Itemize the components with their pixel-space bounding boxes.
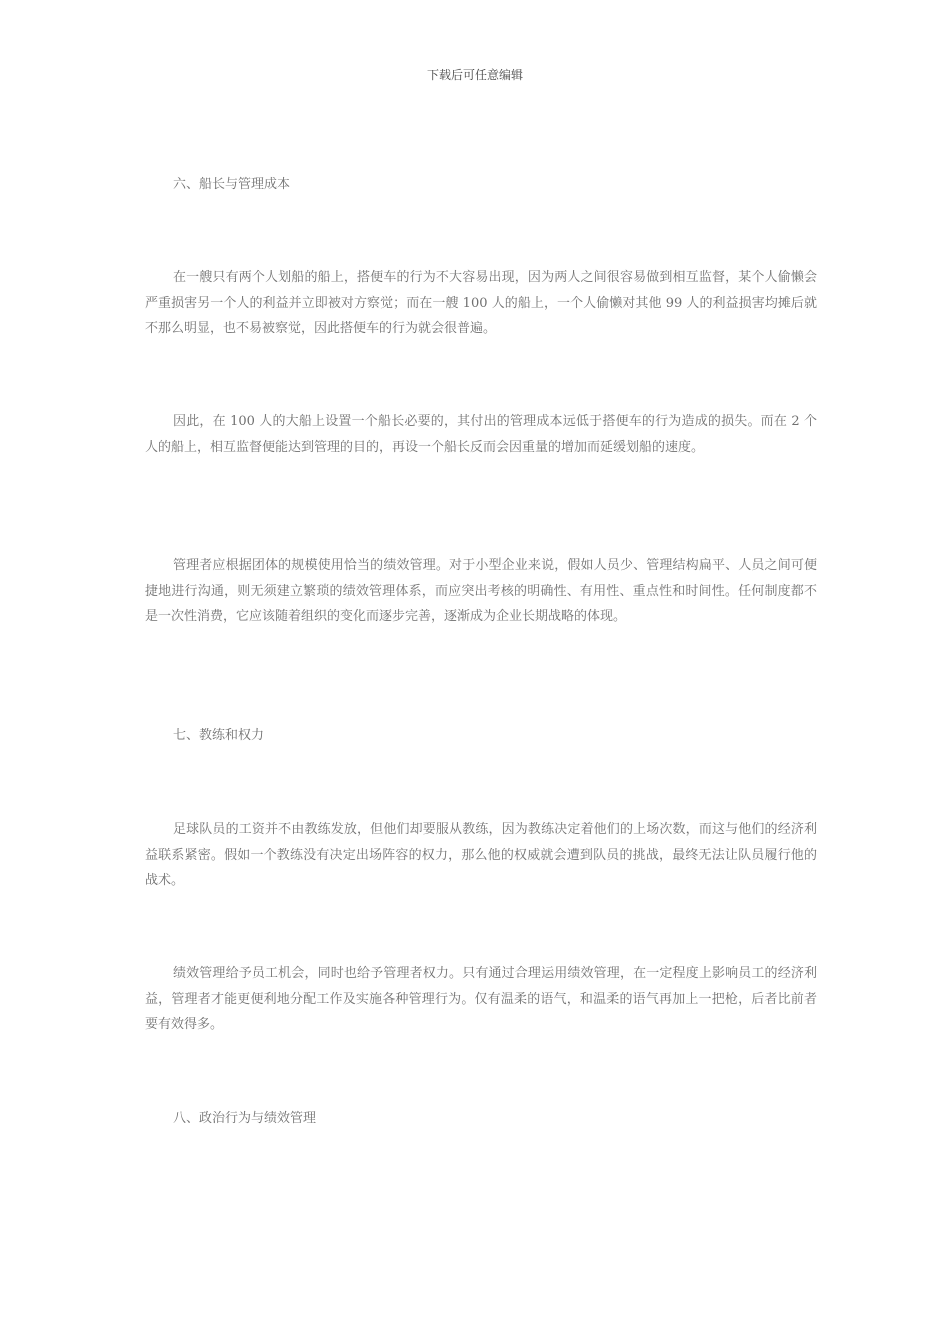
header-note: 下载后可任意编辑	[426, 68, 523, 82]
paragraph-6-1: 在一艘只有两个人划船的船上，搭便车的行为不大容易出现，因为两人之间很容易做到相互监督，某个人偷懒会严重损害另一个人的利益并立即被对方察觉；而在一艘 100 人的船上，一个人偷懒对其他 99 人的利益损害均摊后就不那么明显，也不易被察觉，因此搭便车的行为就会很普遍。	[145, 270, 817, 336]
section-heading-6: 六、船长与管理成本	[173, 177, 291, 192]
paragraph-7-2: 绩效管理给予员工机会，同时也给予管理者权力。只有通过合理运用绩效管理，在一定程度上影响员工的经济利益，管理者才能更便利地分配工作及实施各种管理行为。仅有温柔的语气，和温柔的语气再加上一把枪，后者比前者要有效得多。	[145, 966, 817, 1032]
paragraph-6-2: 因此，在 100 人的大船上设置一个船长必要的，其付出的管理成本远低于搭便车的行为造成的损失。而在 2 个人的船上，相互监督便能达到管理的目的，再设一个船长反而会因重量的增加而延缓划船的速度。	[145, 414, 817, 455]
paragraph-6-3: 管理者应根据团体的规模使用恰当的绩效管理。对于小型企业来说，假如人员少、管理结构扁平、人员之间可便捷地进行沟通，则无须建立繁琐的绩效管理体系，而应突出考核的明确性、有用性、重点性和时间性。任何制度都不是一次性消费，它应该随着组织的变化而逐步完善，逐渐成为企业长期战略的体现。	[145, 558, 817, 624]
section-heading-7: 七、教练和权力	[173, 728, 265, 743]
section-heading-8: 八、政治行为与绩效管理	[173, 1111, 317, 1126]
paragraph-7-1: 足球队员的工资并不由教练发放，但他们却要服从教练，因为教练决定着他们的上场次数，而这与他们的经济利益联系紧密。假如一个教练没有决定出场阵容的权力，那么他的权威就会遭到队员的挑战，最终无法让队员履行他的战术。	[145, 822, 817, 888]
